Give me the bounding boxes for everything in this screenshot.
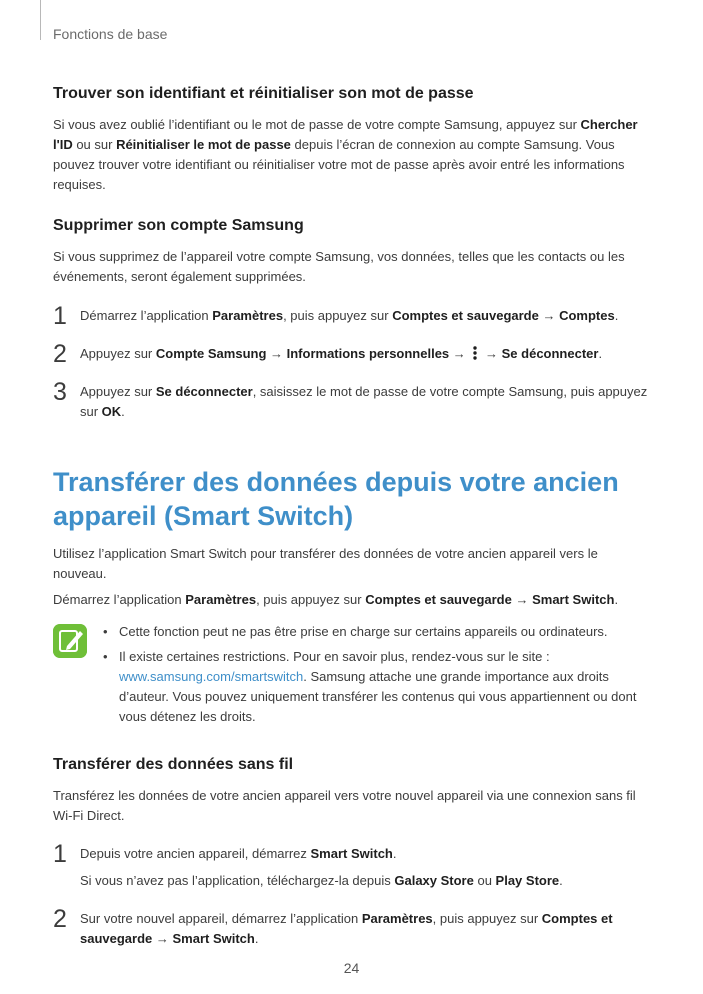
wireless-step-2: 2 Sur votre nouvel appareil, démarrez l’application Paramètres, puis appuyez sur Comptes et sauvegarde → Smart Switch. <box>53 905 613 946</box>
step-number: 1 <box>53 302 67 330</box>
find-id-paragraph: Si vous avez oublié l’identifiant ou le mot de passe de votre compte Samsung, appuyez sur Chercher l'ID ou sur Réinitialiser le mot de passe depuis l’écran de connexion au compte Samsung. Vous pouvez trouver votre identifiant ou réinitialiser votre mot de passe après avoir entré les informations requises. <box>53 117 638 192</box>
main-section-title: Transférer des données depuis votre ancien appareil (Smart Switch) <box>53 467 619 531</box>
section-title-wireless: Transférer des données sans fil <box>53 756 294 773</box>
section-title-delete-account: Supprimer son compte Samsung <box>53 217 304 234</box>
wireless-step-1: 1 Depuis votre ancien appareil, démarrez Smart Switch. Si vous n’avez pas l’application, téléchargez-la depuis Galaxy Store ou Play Store. <box>53 844 651 891</box>
page-content <box>53 84 651 949</box>
delete-step-3: 3 Appuyez sur Se déconnecter, saisissez le mot de passe de votre compte Samsung, puis appuyez sur OK. <box>53 378 648 419</box>
smart-switch-launch: Démarrez l’application Paramètres, puis appuyez sur Comptes et sauvegarde → Smart Switch. <box>53 592 619 607</box>
step-number: 1 <box>53 840 67 868</box>
delete-step-2: 2 Appuyez sur Compte Samsung → Informations personnelles → → Se déconnecter. <box>53 340 603 368</box>
section-header: Fonctions de base <box>53 26 168 42</box>
note-box <box>53 622 651 727</box>
note-item: • Cette fonction peut ne pas être prise en charge sur certains appareils ou ordinateurs. <box>103 624 608 639</box>
smartswitch-link[interactable]: www.samsung.com/smartswitch <box>119 669 304 684</box>
page-number: 24 <box>343 960 360 976</box>
step-number: 2 <box>53 905 67 933</box>
header-divider <box>40 0 41 40</box>
step-number: 3 <box>53 378 67 406</box>
wireless-step-1-sub: Si vous n’avez pas l’application, téléchargez-la depuis Galaxy Store ou Play Store. <box>80 873 563 888</box>
delete-step-1: 1 Démarrez l’application Paramètres, puis appuyez sur Comptes et sauvegarde → Comptes. <box>53 302 619 330</box>
section-title-find-id: Trouver son identifiant et réinitialiser son mot de passe <box>53 85 474 102</box>
smart-switch-intro: Utilisez l’application Smart Switch pour transférer des données de votre ancien appareil vers le nouveau. <box>53 546 598 581</box>
delete-account-intro: Si vous supprimez de l’appareil votre compte Samsung, vos données, telles que les contacts ou les événements, seront également supprimées. <box>53 249 625 284</box>
note-list <box>103 622 651 727</box>
note-item: • Il existe certaines restrictions. Pour en savoir plus, rendez-vous sur le site : www.samsung.com/smartswitch. Samsung attache une grande importance aux droits d’auteur. Vous pouvez uniquement transférer les contenus qui vous appartiennent ou dont vous détenez les droits. <box>103 649 637 724</box>
wireless-intro: Transférez les données de votre ancien appareil vers votre nouvel appareil via une connexion sans fil Wi-Fi Direct. <box>53 788 636 823</box>
note-pencil-icon <box>53 624 87 658</box>
step-number: 2 <box>53 340 67 368</box>
more-options-icon <box>471 346 479 360</box>
